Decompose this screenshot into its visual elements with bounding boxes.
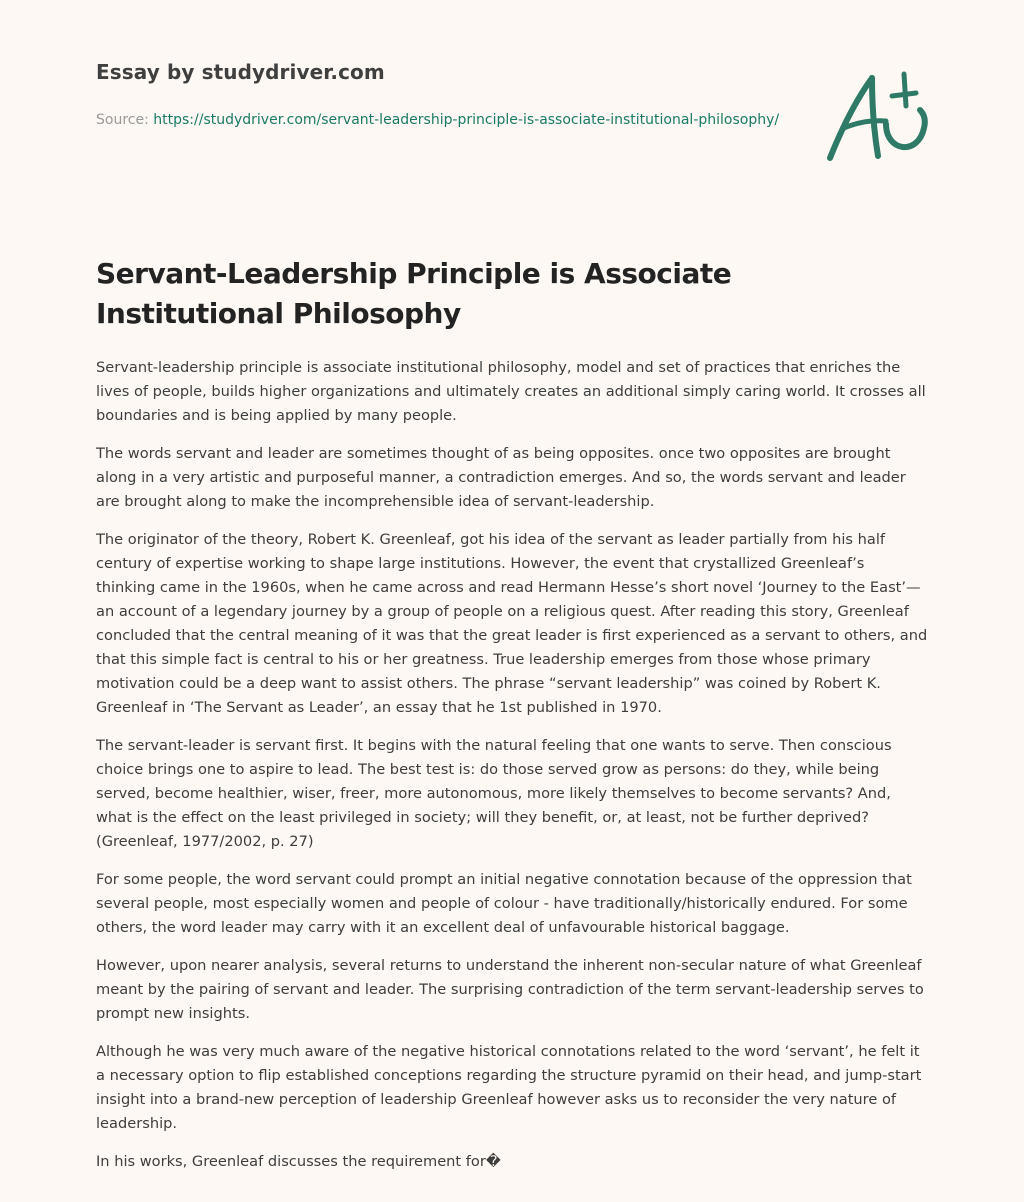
paragraph: The words servant and leader are sometimes thought of as being opposites. once two opposites are brought along in a very artistic and purposeful manner, a contradiction emerges. And so, the words servant and leader are brought along to make the incomprehensible idea of servant-leadership.	[96, 445, 906, 510]
paragraph: Although he was very much aware of the negative historical connotations related to the word ‘servant’, he felt it a necessary option to flip established conceptions regarding the structure pyramid on their head, and jump-start insight into a brand-new perception of leadership Greenleaf however asks us to reconsider the very nature of leadership.	[96, 1043, 922, 1132]
paragraph: However, upon nearer analysis, several returns to understand the inherent non-secular nature of what Greenleaf meant by the pairing of servant and leader. The surprising contradiction of the term servant-leadership serves to prompt new insights.	[96, 957, 924, 1022]
a-plus-logo-icon	[820, 66, 932, 166]
paragraph: For some people, the word servant could prompt an initial negative connotation because of the oppression that several people, most especially women and people of colour - have traditionally/historically endured. For some others, the word leader may carry with it an excellent deal of unfavourable historical baggage.	[96, 871, 912, 936]
paragraph: The originator of the theory, Robert K. Greenleaf, got his idea of the servant as leader partially from his half century of expertise working to shape large institutions. However, the event that crystallized Greenleaf’s thinking came in the 1960s, when he came across and read Hermann Hesse’s short novel ‘Journey to the East’—an account of a legendary journey by a group of people on a religious quest. After reading this story, Greenleaf concluded that the central meaning of it was that the great leader is first experienced as a servant to others, and that this simple fact is central to his or her greatness. True leadership emerges from those whose primary motivation could be a deep want to assist others. The phrase “servant leadership” was coined by Robert K. Greenleaf in ‘The Servant as Leader’, an essay that he 1st published in 1970.	[96, 531, 928, 716]
header	[96, 60, 796, 132]
source-label: Source:	[96, 112, 154, 128]
source-line	[96, 108, 796, 132]
paragraph: The servant-leader is servant first. It begins with the natural feeling that one wants to serve. Then conscious choice brings one to aspire to lead. The best test is: do those served grow as persons: do they, while being served, become healthier, wiser, freer, more autonomous, more likely themselves to become servants? And, what is the effect on the least privileged in society; will they benefit, or, at least, not be further deprived? (Greenleaf, 1977/2002, p. 27)	[96, 737, 892, 850]
article-body	[96, 356, 928, 1188]
paragraph: In his works, Greenleaf discusses the requirement for�	[96, 1153, 501, 1170]
brand-title: Essay by studydriver.com	[96, 60, 385, 84]
source-link[interactable]: https://studydriver.com/servant-leadership-principle-is-associate-institutional-philosophy/	[153, 112, 780, 128]
paragraph: Servant-leadership principle is associate institutional philosophy, model and set of practices that enriches the lives of people, builds higher organizations and ultimately creates an additional simply caring world. It crosses all boundaries and is being applied by many people.	[96, 359, 926, 424]
article-title: Servant-Leadership Principle is Associate Institutional Philosophy	[96, 257, 732, 330]
